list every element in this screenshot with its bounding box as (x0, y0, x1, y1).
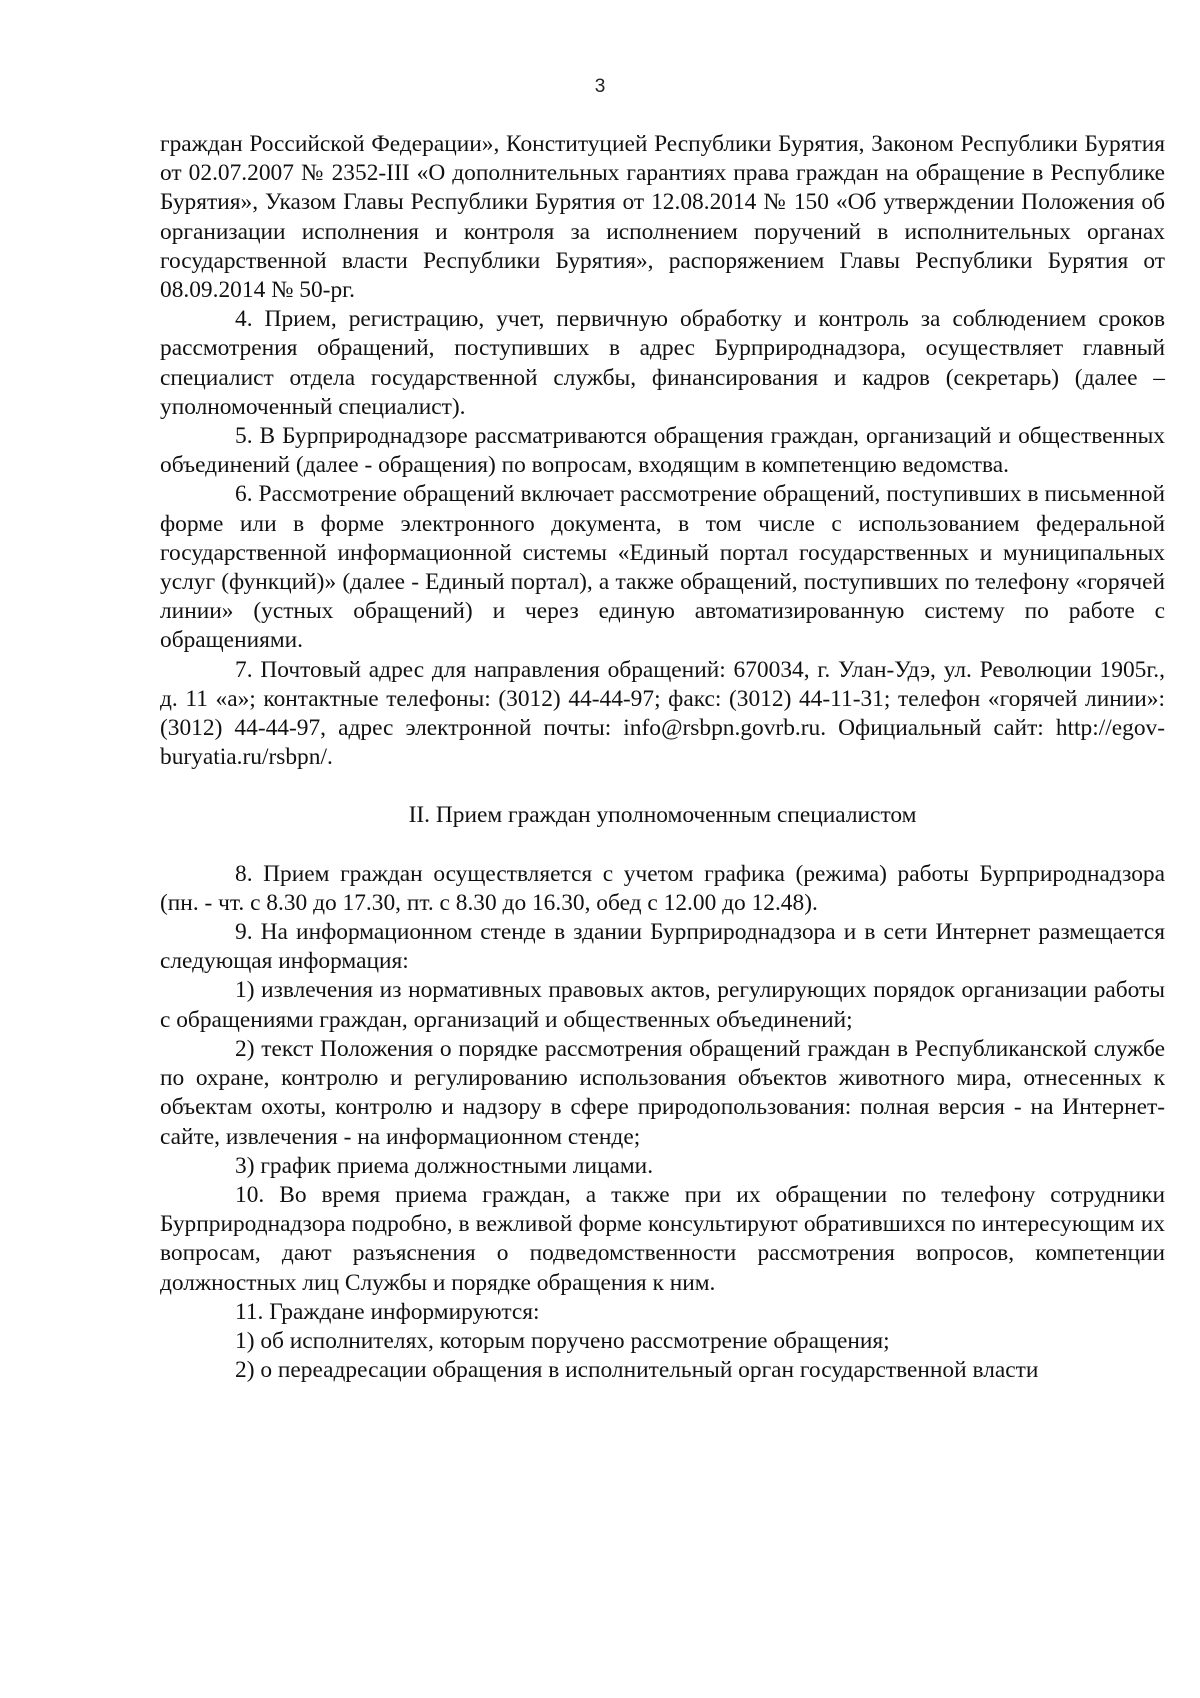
section-heading: II. Прием граждан уполномоченным специалистом (408, 802, 917, 829)
document-body (160, 130, 1165, 1385)
paragraph-6: 6. Рассмотрение обращений включает рассмотрение обращений, поступивших в письменной форме или в форме электронного документа, в том числе с использованием федеральной государственной информационной системы «Единый портал государственных и муниципальных услуг (функций)» (далее - Единый портал), а также обращений, поступивших по телефону «горячей линии» (устных обращений) и через единую автоматизированную систему по работе с обращениями. (160, 481, 1165, 654)
paragraph-5: 5. В Бурприроднадзоре рассматриваются обращения граждан, организаций и общественных объединений (далее - обращения) по вопросам, входящим в компетенцию ведомства. (160, 423, 1165, 479)
paragraph-11: 11. Граждане информируются: (235, 1298, 540, 1325)
paragraph-8: 8. Прием граждан осуществляется с учетом графика (режима) работы Бурприроднадзора (пн. - чт. с 8.30 до 17.30, пт. с 8.30 до 16.30, обед с 12.00 до 12.48). (160, 860, 1165, 916)
paragraph-10: 10. Во время приема граждан, а также при их обращении по телефону сотрудники Бурприроднадзора подробно, в вежливой форме консультируют обратившихся по интересующим их вопросам, дают разъяснения о подведомственности рассмотрения вопросов, компетенции должностных лиц Службы и порядке обращения к ним. (160, 1181, 1165, 1296)
paragraph-legal-basis-continued: граждан Российской Федерации», Конституцией Республики Бурятия, Законом Республики Бурятия от 02.07.2007 № 2352-III «О дополнительных гарантиях права граждан на обращение в Республике Бурятия», Указом Главы Республики Бурятия от 12.08.2014 № 150 «Об утверждении Положения об организации исполнения и контроля за исполнением поручений в исполнительных органах государственной власти Республики Бурятия», распоряжением Главы Республики Бурятия от 08.09.2014 № 50-рг. (160, 131, 1165, 304)
paragraph-7: 7. Почтовый адрес для направления обращений: 670034, г. Улан-Удэ, ул. Революции 1905г., д. 11 «а»; контактные телефоны: (3012) 44-44-97; факс: (3012) 44-11-31; телефон «горячей линии»: (3012) 44-44-97, адрес электронной почты: info@rsbpn.govrb.ru. Официальный сайт: http://egov-buryatia.ru/rsbpn/. (160, 656, 1165, 771)
list-item-11-2: 2) о переадресации обращения в исполнительный орган государственной власти (235, 1357, 1039, 1384)
page-number: 3 (594, 76, 606, 97)
list-item-9-2: 2) текст Положения о порядке рассмотрения обращений граждан в Республиканской службе по охране, контролю и регулированию использования объектов животного мира, отнесенных к объектам охоты, контролю и надзору в сфере природопользования: полная версия - на Интернет-сайте, извлечения - на информационном стенде; (160, 1035, 1165, 1150)
list-item-9-3: 3) график приема должностными лицами. (235, 1152, 654, 1179)
paragraph-9: 9. На информационном стенде в здании Бурприроднадзора и в сети Интернет размещается следующая информация: (160, 919, 1165, 975)
paragraph-4: 4. Прием, регистрацию, учет, первичную обработку и контроль за соблюдением сроков рассмотрения обращений, поступивших в адрес Бурприроднадзора, осуществляет главный специалист отдела государственной службы, финансирования и кадров (секретарь) (далее – уполномоченный специалист). (160, 306, 1165, 420)
list-item-9-1: 1) извлечения из нормативных правовых актов, регулирующих порядок организации работы с обращениями граждан, организаций и общественных объединений; (160, 977, 1165, 1033)
list-item-11-1: 1) об исполнителях, которым поручено рассмотрение обращения; (235, 1327, 890, 1354)
